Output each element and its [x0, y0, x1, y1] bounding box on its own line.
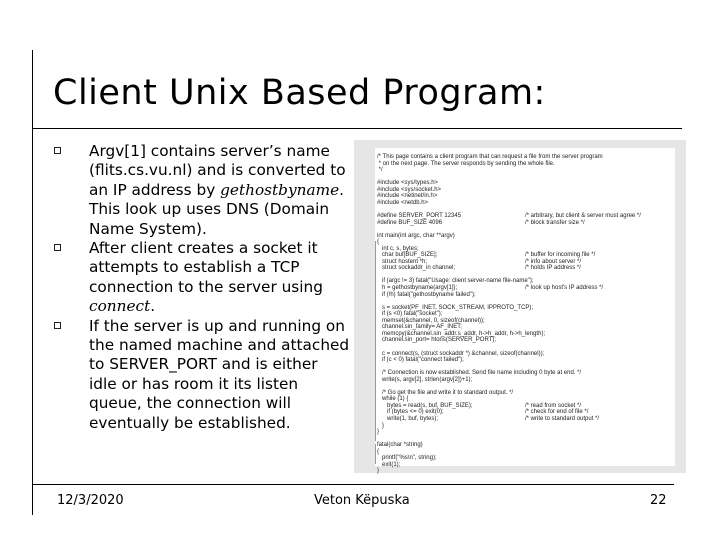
code-text: }	[377, 422, 385, 429]
bullet-list	[50, 142, 350, 433]
code-text: #include <netinet/in.h>	[377, 193, 438, 200]
code-text: int main(int argc, char **argv)	[377, 232, 455, 239]
code-text: write(s, argv[2], strlen(argv[2])+1);	[377, 376, 473, 383]
code-text: c = connect(s, (struct sockaddr *) &channel, sizeof(channel));	[377, 350, 545, 357]
code-text: if (s <0) fatal("socket");	[377, 311, 443, 318]
code-line	[377, 462, 400, 469]
code-text: struct sockaddr_in channel;	[377, 265, 456, 272]
code-line	[377, 416, 600, 423]
code-brace-bar	[375, 444, 376, 464]
code-text: if (c < 0) fatal("connect failed");	[377, 357, 464, 364]
code-text: #define SERVER_PORT 12345	[377, 212, 462, 219]
bullet-text: If the server is up and running on the named machine and attached to SERVER_PORT and is either idle or has room it its listen queue, the connection will eventually be established.	[89, 316, 350, 432]
frame-vertical-rule	[32, 50, 33, 515]
bullet-item	[50, 317, 350, 433]
code-line	[377, 200, 428, 207]
code-text: s = socket(PF_INET, SOCK_STREAM, IPPROTO_TCP);	[377, 304, 534, 311]
bullet-text: After client creates a socket it attempts to establish a TCP connection to the server using	[89, 239, 323, 296]
code-comment: /* read from socket */	[525, 402, 582, 409]
code-comment: /* block transfer size */	[525, 219, 585, 226]
code-text: /* Go get the file and write it to standard output. */	[377, 389, 514, 396]
code-listing-panel	[354, 140, 686, 473]
bullet-text-end: .	[150, 297, 156, 316]
footer-author: Veton Këpuska	[314, 493, 410, 508]
code-line	[377, 337, 496, 344]
code-text: */	[377, 167, 383, 174]
code-comment: /* info about server */	[525, 258, 582, 265]
code-text: h = gethostbyname(argv[1]);	[377, 285, 458, 291]
code-listing	[375, 148, 675, 475]
code-text: exit(1);	[377, 461, 401, 468]
code-text: {	[377, 448, 380, 455]
code-text: #include <netdb.h>	[377, 199, 429, 206]
code-text: if (!h) fatal("gethostbyname failed");	[377, 291, 476, 298]
code-text: }	[377, 468, 380, 475]
code-text: int c, s, bytes;	[377, 245, 419, 252]
code-text: printf("%s\n", string);	[377, 455, 437, 462]
code-line	[377, 265, 581, 272]
footer-date: 12/3/2020	[57, 493, 124, 508]
code-text: write(1, buf, bytes);	[377, 416, 439, 422]
code-text: while (1) {	[377, 396, 409, 403]
code-line	[377, 357, 464, 364]
code-line	[377, 219, 585, 227]
code-text: }	[377, 429, 380, 436]
code-line	[377, 233, 455, 240]
bullet-text: Argv[1] contains server’s name (flits.cs.vu.nl) and is converted to an IP address by	[89, 142, 346, 199]
code-text: #define BUF_SIZE 4096	[377, 219, 443, 226]
code-text: channel.sin_family= AF_INET;	[377, 324, 462, 331]
code-line	[377, 377, 472, 384]
code-line	[377, 292, 476, 299]
code-comment: /* buffer for incoming file */	[525, 252, 596, 259]
code-text: struct hostent *h;	[377, 258, 428, 265]
footer-rule	[32, 484, 674, 485]
title-underline	[32, 128, 682, 129]
code-text: channel.sin_port= htons(SERVER_PORT);	[377, 337, 497, 344]
code-line	[377, 442, 423, 449]
bullet-item	[50, 239, 350, 317]
code-line	[377, 468, 379, 475]
footer-page-number: 22	[650, 493, 667, 508]
code-brace-bar	[375, 241, 376, 441]
square-bullet-icon	[54, 147, 61, 154]
code-text: if (argc != 3) fatal("Usage: client server-name file-name");	[377, 278, 534, 285]
bullet-item	[50, 142, 350, 239]
code-line	[377, 167, 383, 174]
code-text: #include <sys/types.h>	[377, 180, 439, 187]
function-name: connect	[89, 297, 151, 316]
code-comment: /* check for end of file */	[525, 409, 589, 416]
code-text: memcpy(&channel.sin_addr.s_addr, h->h_addr, h->h_length);	[377, 330, 546, 337]
square-bullet-icon	[54, 244, 61, 251]
square-bullet-icon	[54, 322, 61, 329]
code-text: fatal(char *string)	[377, 442, 423, 449]
code-text: bytes = read(s, buf, BUF_SIZE);	[377, 402, 473, 409]
code-text: memset(&channel, 0, sizeof(channel));	[377, 317, 485, 324]
code-comment: /* write to standard output */	[525, 416, 600, 422]
bullet-text-end: . This look up uses DNS (Domain Name System).	[89, 180, 345, 238]
code-text: if (bytes <= 0) exit(0);	[377, 409, 444, 416]
code-text: * on the next page. The server responds by sending the whole file.	[377, 160, 555, 167]
code-comment: /* look up host's IP address */	[525, 285, 604, 291]
code-text: /* Connection is now established. Send file name including 0 byte at end. */	[377, 370, 582, 377]
code-comment: /* holds IP address */	[525, 265, 581, 272]
code-line	[377, 429, 379, 436]
code-comment: /* arbitrary, but client & server must agree */	[525, 212, 641, 219]
slide-title: Client Unix Based Program:	[53, 73, 546, 113]
code-text: /* This page contains a client program that can request a file from the server program	[377, 154, 603, 160]
code-text: {	[377, 239, 380, 246]
code-line	[377, 161, 555, 168]
function-name: gethostbyname	[220, 180, 340, 199]
code-text: char buf[BUF_SIZE];	[377, 252, 438, 259]
code-text: #include <sys/socket.h>	[377, 186, 442, 193]
